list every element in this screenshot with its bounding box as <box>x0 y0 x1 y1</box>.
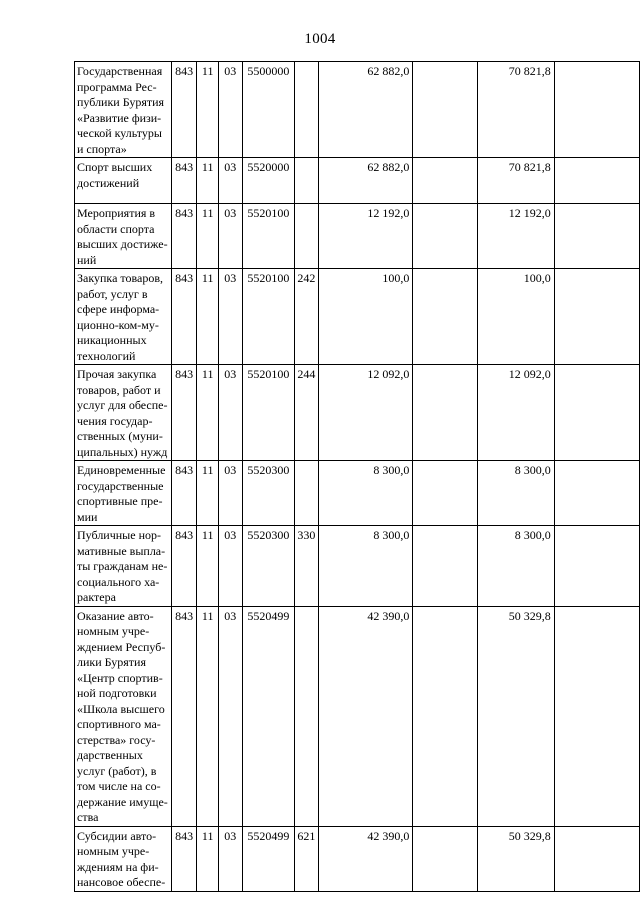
row-name-line: услуг (работ), в <box>77 763 157 778</box>
row-name-line: лики Бурятия <box>77 655 146 669</box>
row-name-line: ты гражданам не- <box>77 559 168 573</box>
empty-cell <box>554 461 639 526</box>
empty-cell <box>554 204 639 269</box>
row-name-line: ждением Респуб- <box>77 639 166 654</box>
row-name <box>75 269 172 365</box>
row-name-line: социального ха- <box>77 574 160 589</box>
ministry-code: 843 <box>171 461 196 526</box>
amount-second: 100,0 <box>478 269 554 365</box>
empty-cell <box>554 365 639 461</box>
amount-first: 8 300,0 <box>318 526 413 607</box>
table-body <box>75 62 640 892</box>
row-name-line: государственные <box>77 478 164 493</box>
amount-second: 12 192,0 <box>478 204 554 269</box>
empty-cell <box>554 606 639 826</box>
expense-type-code: 621 <box>295 826 319 891</box>
row-name-line: ства <box>77 810 99 824</box>
empty-cell <box>413 606 478 826</box>
row-name-line: публики Бурятия <box>77 95 165 109</box>
row-name-line: работ, услуг в <box>77 286 148 301</box>
row-name-line: «Центр спортив- <box>77 670 163 685</box>
row-name-line: том числе на со- <box>77 779 161 793</box>
empty-cell <box>413 269 478 365</box>
subsection-code: 03 <box>219 826 243 891</box>
empty-cell <box>554 826 639 891</box>
empty-cell <box>413 204 478 269</box>
section-code: 11 <box>197 158 219 204</box>
row-name-line: Государственная <box>77 64 163 78</box>
empty-cell <box>413 62 478 158</box>
row-name-line: нансовое обеспе- <box>77 875 166 889</box>
subsection-code: 03 <box>219 526 243 607</box>
section-code: 11 <box>197 269 219 365</box>
empty-cell <box>554 158 639 204</box>
subsection-code: 03 <box>219 269 243 365</box>
ministry-code: 843 <box>171 62 196 158</box>
row-name-line: ной подготовки <box>77 686 157 700</box>
amount-first: 100,0 <box>318 269 413 365</box>
amount-second: 50 329,8 <box>478 606 554 826</box>
row-name-line: Субсидии авто- <box>77 828 157 843</box>
target-article-code: 5520100 <box>242 204 295 269</box>
amount-first: 12 192,0 <box>318 204 413 269</box>
row-name-line: мативные выпла- <box>77 543 166 558</box>
row-name <box>75 365 172 461</box>
ministry-code: 843 <box>171 158 196 204</box>
row-name <box>75 526 172 607</box>
target-article-code: 5520300 <box>242 526 295 607</box>
target-article-code: 5520499 <box>242 606 295 826</box>
empty-cell <box>413 158 478 204</box>
row-name-line: услуг для обеспе- <box>77 398 168 412</box>
ministry-code: 843 <box>171 204 196 269</box>
row-name-line: высших достиже- <box>77 237 168 251</box>
empty-cell <box>554 526 639 607</box>
section-code: 11 <box>197 826 219 891</box>
amount-second: 70 821,8 <box>478 62 554 158</box>
empty-cell <box>413 526 478 607</box>
expense-type-code: 244 <box>295 365 319 461</box>
expense-type-code <box>295 158 319 204</box>
row-name-line: мии <box>77 509 98 524</box>
section-code: 11 <box>197 62 219 158</box>
row-name-line: спортивного ма- <box>77 717 161 731</box>
row-name-line: номным учре- <box>77 624 150 638</box>
table-row <box>75 365 640 461</box>
expense-type-code <box>295 606 319 826</box>
amount-first: 42 390,0 <box>318 826 413 891</box>
amount-second: 12 092,0 <box>478 365 554 461</box>
row-name-line: держание имуще- <box>77 794 168 809</box>
row-name <box>75 158 172 204</box>
row-name-line: Мероприятия в <box>77 206 156 220</box>
amount-first: 8 300,0 <box>318 461 413 526</box>
row-name-line: Прочая закупка <box>77 367 157 381</box>
table-row <box>75 204 640 269</box>
target-article-code: 5520000 <box>242 158 295 204</box>
row-name <box>75 204 172 269</box>
target-article-code: 5520499 <box>242 826 295 891</box>
row-name-line: дарственных <box>77 748 143 762</box>
table-row <box>75 826 640 891</box>
empty-cell <box>413 826 478 891</box>
row-name-line: никационных <box>77 333 147 347</box>
row-name-line: номным учре- <box>77 844 150 858</box>
row-name-line: области спорта <box>77 221 155 236</box>
row-name <box>75 826 172 891</box>
row-name-line: рактера <box>77 590 116 604</box>
subsection-code: 03 <box>219 158 243 204</box>
amount-first: 12 092,0 <box>318 365 413 461</box>
target-article-code: 5520300 <box>242 461 295 526</box>
section-code: 11 <box>197 204 219 269</box>
row-name-line: «Школа высшего <box>77 701 165 716</box>
table-row <box>75 526 640 607</box>
row-name-line: и спорта» <box>77 141 127 156</box>
row-name-line: стерства» госу- <box>77 732 156 747</box>
amount-first: 62 882,0 <box>318 62 413 158</box>
subsection-code: 03 <box>219 606 243 826</box>
table-row <box>75 606 640 826</box>
empty-cell <box>554 62 639 158</box>
row-name-line: сфере информа- <box>77 302 160 316</box>
subsection-code: 03 <box>219 461 243 526</box>
page-number: 1004 <box>304 31 336 47</box>
expense-type-code <box>295 62 319 158</box>
amount-second: 8 300,0 <box>478 461 554 526</box>
expense-type-code <box>295 204 319 269</box>
row-name-line: Закупка товаров, <box>77 271 163 285</box>
expense-type-code: 242 <box>295 269 319 365</box>
table-row <box>75 461 640 526</box>
target-article-code: 5520100 <box>242 365 295 461</box>
row-name-line: ческой культуры <box>77 126 162 140</box>
empty-cell <box>413 365 478 461</box>
amount-second: 70 821,8 <box>478 158 554 204</box>
table-row <box>75 62 640 158</box>
amount-second: 8 300,0 <box>478 526 554 607</box>
subsection-code: 03 <box>219 62 243 158</box>
budget-table <box>74 61 640 892</box>
row-name-line: достижений <box>77 175 140 190</box>
ministry-code: 843 <box>171 606 196 826</box>
amount-first: 42 390,0 <box>318 606 413 826</box>
section-code: 11 <box>197 526 219 607</box>
subsection-code: 03 <box>219 365 243 461</box>
row-name-line: Публичные нор- <box>77 528 161 542</box>
row-name-line: Оказание авто- <box>77 608 154 623</box>
row-name-line: «Развитие физи- <box>77 110 162 125</box>
row-name-line: ционно-ком-му- <box>77 317 159 332</box>
row-name-line: ципальных) нужд <box>77 444 168 459</box>
amount-first: 62 882,0 <box>318 158 413 204</box>
expense-type-code: 330 <box>295 526 319 607</box>
row-name-line: товаров, работ и <box>77 382 161 397</box>
row-name <box>75 461 172 526</box>
table-row <box>75 158 640 204</box>
row-name-line: технологий <box>77 348 136 363</box>
row-name <box>75 62 172 158</box>
row-name-line: спортивные пре- <box>77 494 163 508</box>
ministry-code: 843 <box>171 269 196 365</box>
section-code: 11 <box>197 606 219 826</box>
ministry-code: 843 <box>171 526 196 607</box>
ministry-code: 843 <box>171 365 196 461</box>
row-name-line: чения государ- <box>77 413 153 428</box>
row-name <box>75 606 172 826</box>
expense-type-code <box>295 461 319 526</box>
row-name-line: ний <box>77 252 97 267</box>
section-code: 11 <box>197 461 219 526</box>
row-name-line: программа Рес- <box>77 79 157 94</box>
ministry-code: 843 <box>171 826 196 891</box>
table-row <box>75 269 640 365</box>
amount-second: 50 329,8 <box>478 826 554 891</box>
subsection-code: 03 <box>219 204 243 269</box>
section-code: 11 <box>197 365 219 461</box>
target-article-code: 5520100 <box>242 269 295 365</box>
target-article-code: 5500000 <box>242 62 295 158</box>
row-name-line: ственных (муни- <box>77 429 163 443</box>
row-name-line: ждениям на фи- <box>77 859 159 874</box>
row-name-line: Единовременные <box>77 463 166 477</box>
empty-cell <box>413 461 478 526</box>
row-name-line: Спорт высших <box>77 160 153 174</box>
empty-cell <box>554 269 639 365</box>
